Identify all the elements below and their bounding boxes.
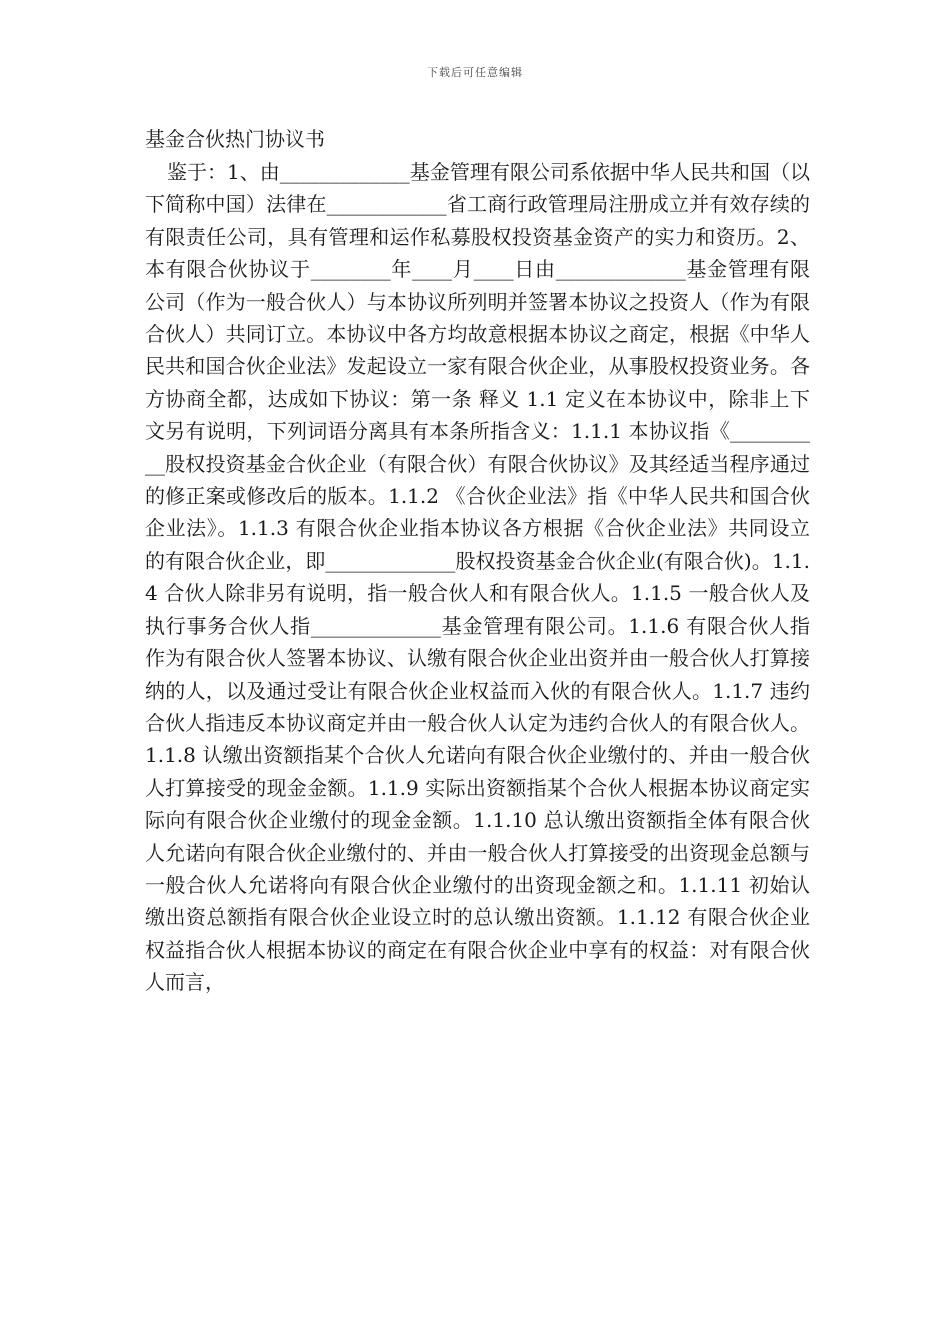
- header-note: 下载后可任意编辑: [427, 66, 523, 79]
- document-title: 基金合伙热门协议书: [145, 127, 325, 151]
- document-body: 鉴于：1、由_____________基金管理有限公司系依据中华人民共和国（以下简称中国）法律在____________省工商行政管理局注册成立并有效存续的有限责任公司，具有管理和运作私募股权投资基金资产的实力和资历。2、本有限合伙协议于________年____月____日由_____________基金管理有限公司（作为一般合伙人）与本协议所列明并签署本协议之投资人（作为有限合伙人）共同订立。本协议中各方均故意根据本协议之商定，根据《中华人民共和国合伙企业法》发起设立一家有限合伙企业，从事股权投资业务。各方协商全都，达成如下协议：第一条 释义 1.1 定义在本协议中，除非上下文另有说明，下列词语分离具有本条所指含义：1.1.1 本协议指《__________股权投资基金合伙企业（有限合伙）有限合伙协议》及其经适当程序通过的修正案或修改后的版本。1.1.2 《合伙企业法》指《中华人民共和国合伙企业法》。1.1.3 有限合伙企业指本协议各方根据《合伙企业法》共同设立的有限合伙企业，即_____________股权投资基金合伙企业(有限合伙)。1.1.4 合伙人除非另有说明，指一般合伙人和有限合伙人。1.1.5 一般合伙人及执行事务合伙人指_____________基金管理有限公司。1.1.6 有限合伙人指作为有限合伙人签署本协议、认缴有限合伙企业出资并由一般合伙人打算接纳的人，以及通过受让有限合伙企业权益而入伙的有限合伙人。1.1.7 违约合伙人指违反本协议商定并由一般合伙人认定为违约合伙人的有限合伙人。1.1.8 认缴出资额指某个合伙人允诺向有限合伙企业缴付的、并由一般合伙人打算接受的现金金额。1.1.9 实际出资额指某个合伙人根据本协议商定实际向有限合伙企业缴付的现金金额。1.1.10 总认缴出资额指全体有限合伙人允诺向有限合伙企业缴付的、并由一般合伙人打算接受的出资现金总额与一般合伙人允诺将向有限合伙企业缴付的出资现金额之和。1.1.11 初始认缴出资总额指有限合伙企业设立时的总认缴出资额。1.1.12 有限合伙企业权益指合伙人根据本协议的商定在有限合伙企业中享有的权益：对有限合伙人而言，: [145, 160, 810, 995]
